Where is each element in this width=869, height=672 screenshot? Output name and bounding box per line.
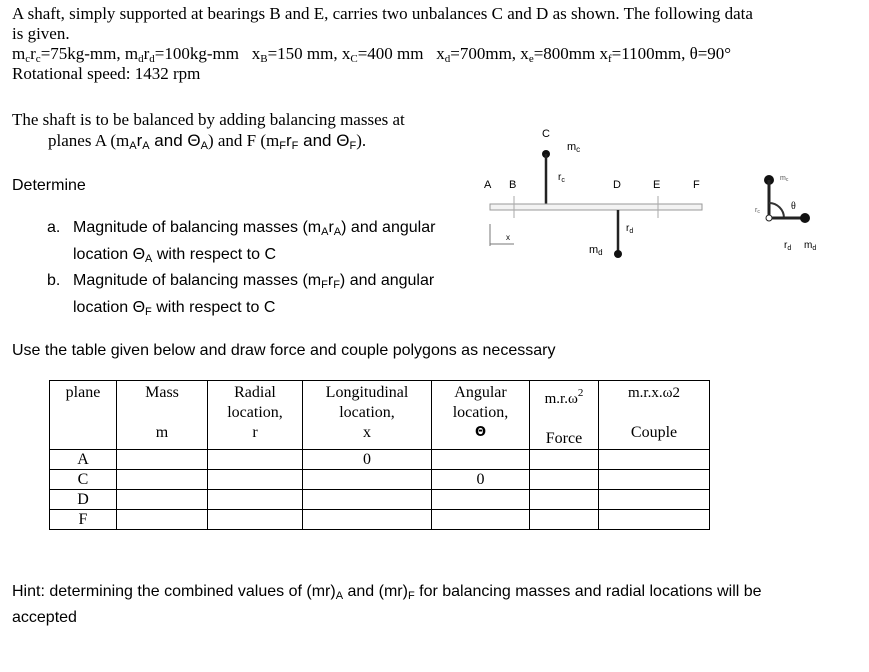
- item-a-location: location Θ: [73, 246, 146, 263]
- hint-line-2: accepted: [12, 609, 77, 626]
- xe-value: =800mm x: [533, 44, 608, 63]
- intro-line-2: is given.: [12, 24, 70, 43]
- determine-heading: Determine: [12, 177, 86, 194]
- and-theta-a: and Θ: [149, 131, 201, 150]
- plane-label-e: E: [653, 179, 661, 191]
- theta-f-sub: F: [349, 140, 357, 152]
- cell-mass: [117, 490, 208, 510]
- item-b-text-end: ) and angular: [339, 272, 435, 289]
- instruction-text: Use the table given below and draw force and couple polygons as necessary: [12, 342, 556, 359]
- cell-longitudinal: [303, 510, 432, 530]
- rc-sub: c: [35, 53, 41, 65]
- header-longitudinal: [303, 381, 432, 450]
- item-a-text-end: ) and angular: [341, 219, 436, 236]
- rd-r: r: [143, 44, 150, 63]
- rf-sub: F: [291, 140, 299, 152]
- md-value: =100kg-mm: [154, 44, 239, 63]
- cell-plane: A: [50, 450, 117, 470]
- shaft-body: [490, 204, 702, 210]
- hint-text-2: and (mr): [343, 583, 408, 600]
- cell-force: [530, 510, 599, 530]
- cell-radial: [208, 490, 303, 510]
- cell-radial: [208, 450, 303, 470]
- item-b-sub1: F: [321, 279, 328, 291]
- header-plane-text: plane: [65, 384, 101, 401]
- cell-couple: [599, 510, 710, 530]
- closing-paren: ).: [356, 131, 367, 150]
- intro-line-3: [12, 44, 753, 64]
- cell-angular: [432, 490, 530, 510]
- hint-sub-f: F: [407, 590, 415, 602]
- xc-value: =400 mm: [357, 44, 424, 63]
- cell-couple: [599, 490, 710, 510]
- cell-mass: [117, 510, 208, 530]
- xe-sub: e: [528, 53, 534, 65]
- item-a-sub2: A: [333, 226, 342, 238]
- problem-intro: [12, 4, 753, 84]
- header-radial: [208, 381, 303, 450]
- shaft-diagram: [470, 120, 720, 270]
- rf-r: r: [286, 131, 292, 150]
- plane-label-d: D: [613, 179, 621, 191]
- item-a-line-2: [73, 245, 276, 269]
- cell-longitudinal: 0: [303, 450, 432, 470]
- item-b-line-1: [73, 271, 434, 295]
- end-theta-label: θ: [791, 201, 796, 212]
- table-row-c: [50, 470, 710, 490]
- header-couple-formula: m.r.x.ω2: [628, 385, 680, 401]
- header-radial-unit: r: [252, 424, 258, 441]
- theta-a-sub: A: [200, 140, 208, 152]
- cell-force: [530, 450, 599, 470]
- item-a-sub1: A: [321, 226, 329, 238]
- ma-sub: A: [129, 140, 137, 152]
- header-angular: [432, 381, 530, 450]
- item-b-r: r: [327, 272, 334, 289]
- cell-longitudinal: [303, 490, 432, 510]
- balancing-line-2: [48, 131, 366, 156]
- balancing-table: [49, 380, 710, 530]
- plane-label-b: B: [509, 179, 517, 191]
- plane-label-f: F: [693, 179, 700, 191]
- ra-r: r: [136, 131, 143, 150]
- xd-value: =700mm, x: [450, 44, 529, 63]
- end-mc-label: mc: [780, 175, 789, 183]
- diagram-mc-label: mc: [567, 141, 581, 154]
- end-md-label: $m_d$: [804, 240, 817, 252]
- item-a-r: r: [328, 219, 334, 236]
- item-a-marker: a.: [47, 219, 61, 236]
- intro-line-1: A shaft, simply supported at bearings B and E, carries two unbalances C and D as shown. The following data: [12, 4, 753, 23]
- mc-value: =75kg-mm, m: [40, 44, 139, 63]
- and-theta-f: and Θ: [298, 131, 350, 150]
- header-couple-unit: Couple: [630, 424, 678, 441]
- cell-plane: C: [50, 470, 117, 490]
- xf-sub: f: [608, 53, 612, 65]
- mf-sub: F: [279, 140, 286, 152]
- end-rd-label: $r_d$: [784, 240, 792, 252]
- header-force-formula: $m.r.\omega^2$: [544, 387, 584, 407]
- item-b-marker: b.: [47, 272, 61, 289]
- header-force: [530, 381, 599, 450]
- cell-radial: [208, 470, 303, 490]
- item-b-location: location Θ: [73, 299, 146, 316]
- item-a-respect: with respect to C: [152, 246, 276, 263]
- header-force-unit: Force: [545, 430, 583, 447]
- planes-a-text: planes A (m: [48, 131, 130, 150]
- xb-x: x: [251, 44, 261, 63]
- intro-line-4: Rotational speed: 1432 rpm: [12, 64, 201, 83]
- header-mass: [117, 381, 208, 450]
- header-couple: [599, 381, 710, 450]
- xc-sub: C: [350, 53, 358, 65]
- item-b-sub2: F: [333, 279, 340, 291]
- table-row-a: [50, 450, 710, 470]
- end-view-diagram: [752, 168, 832, 258]
- item-b-respect: with respect to C: [151, 299, 276, 316]
- plane-label-a: A: [484, 179, 492, 191]
- header-longitudinal-unit: x: [363, 424, 371, 441]
- cell-plane: D: [50, 490, 117, 510]
- table-row-d: [50, 490, 710, 510]
- header-angular-unit: Θ: [474, 425, 487, 440]
- item-b-line-2: [73, 298, 275, 322]
- cell-mass: [117, 450, 208, 470]
- cell-couple: [599, 470, 710, 490]
- diagram-rc-label: $r_c$: [558, 172, 565, 184]
- header-radial-text: Radial location,: [227, 384, 283, 421]
- xd-x: x: [436, 44, 445, 63]
- table-row-f: [50, 510, 710, 530]
- item-a-text: Magnitude of balancing masses (m: [73, 219, 322, 236]
- item-a-line-1: [73, 218, 435, 242]
- xd-sub: d: [444, 53, 451, 65]
- cell-force: [530, 490, 599, 510]
- ra-sub: A: [142, 140, 150, 152]
- table-header-row: [50, 381, 710, 450]
- cell-angular: 0: [432, 470, 530, 490]
- hint-text-1: Hint: determining the combined values of (mr): [12, 583, 336, 600]
- diagram-c-label: C: [542, 128, 550, 140]
- header-angular-text: Angular location,: [452, 384, 509, 421]
- mc-m: m: [12, 44, 26, 63]
- rc-r: r: [30, 44, 36, 63]
- item-b-text: Magnitude of balancing masses (m: [73, 272, 322, 289]
- end-rc-label: rc: [755, 207, 760, 215]
- cell-mass: [117, 470, 208, 490]
- cell-radial: [208, 510, 303, 530]
- header-longitudinal-text: Longitudinal location,: [325, 384, 409, 421]
- cell-plane: F: [50, 510, 117, 530]
- diagram-rd-label: $r_d$: [626, 223, 634, 235]
- xb-value: =150 mm, x: [267, 44, 351, 63]
- cell-longitudinal: [303, 470, 432, 490]
- end-center: [766, 215, 772, 221]
- header-plane: [50, 381, 117, 450]
- mass-d-dot: [614, 250, 622, 258]
- cell-angular: [432, 450, 530, 470]
- header-mass-unit: m: [155, 424, 169, 441]
- cell-force: [530, 470, 599, 490]
- rd-sub: d: [149, 53, 155, 65]
- item-a-theta-sub: A: [145, 253, 153, 265]
- xf-value: =1100mm, θ=90°: [611, 44, 732, 63]
- cell-couple: [599, 450, 710, 470]
- xb-sub: B: [260, 53, 268, 65]
- diagram-md-label: md: [589, 244, 603, 257]
- hint-text-3: for balancing masses and radial locations will be: [414, 583, 762, 600]
- planes-f-text: ) and F (m: [207, 131, 280, 150]
- mc-sub: c: [25, 53, 31, 65]
- item-b-theta-sub: F: [145, 306, 152, 318]
- hint-sub-a: A: [335, 590, 344, 602]
- md-sub: d: [138, 53, 144, 65]
- balancing-line-1: The shaft is to be balanced by adding balancing masses at: [12, 110, 405, 129]
- header-mass-text: Mass: [145, 384, 179, 401]
- cell-angular: [432, 510, 530, 530]
- hint-line-1: [12, 582, 762, 606]
- end-mass-d-dot: [800, 213, 810, 223]
- x-axis-label: x: [506, 233, 510, 242]
